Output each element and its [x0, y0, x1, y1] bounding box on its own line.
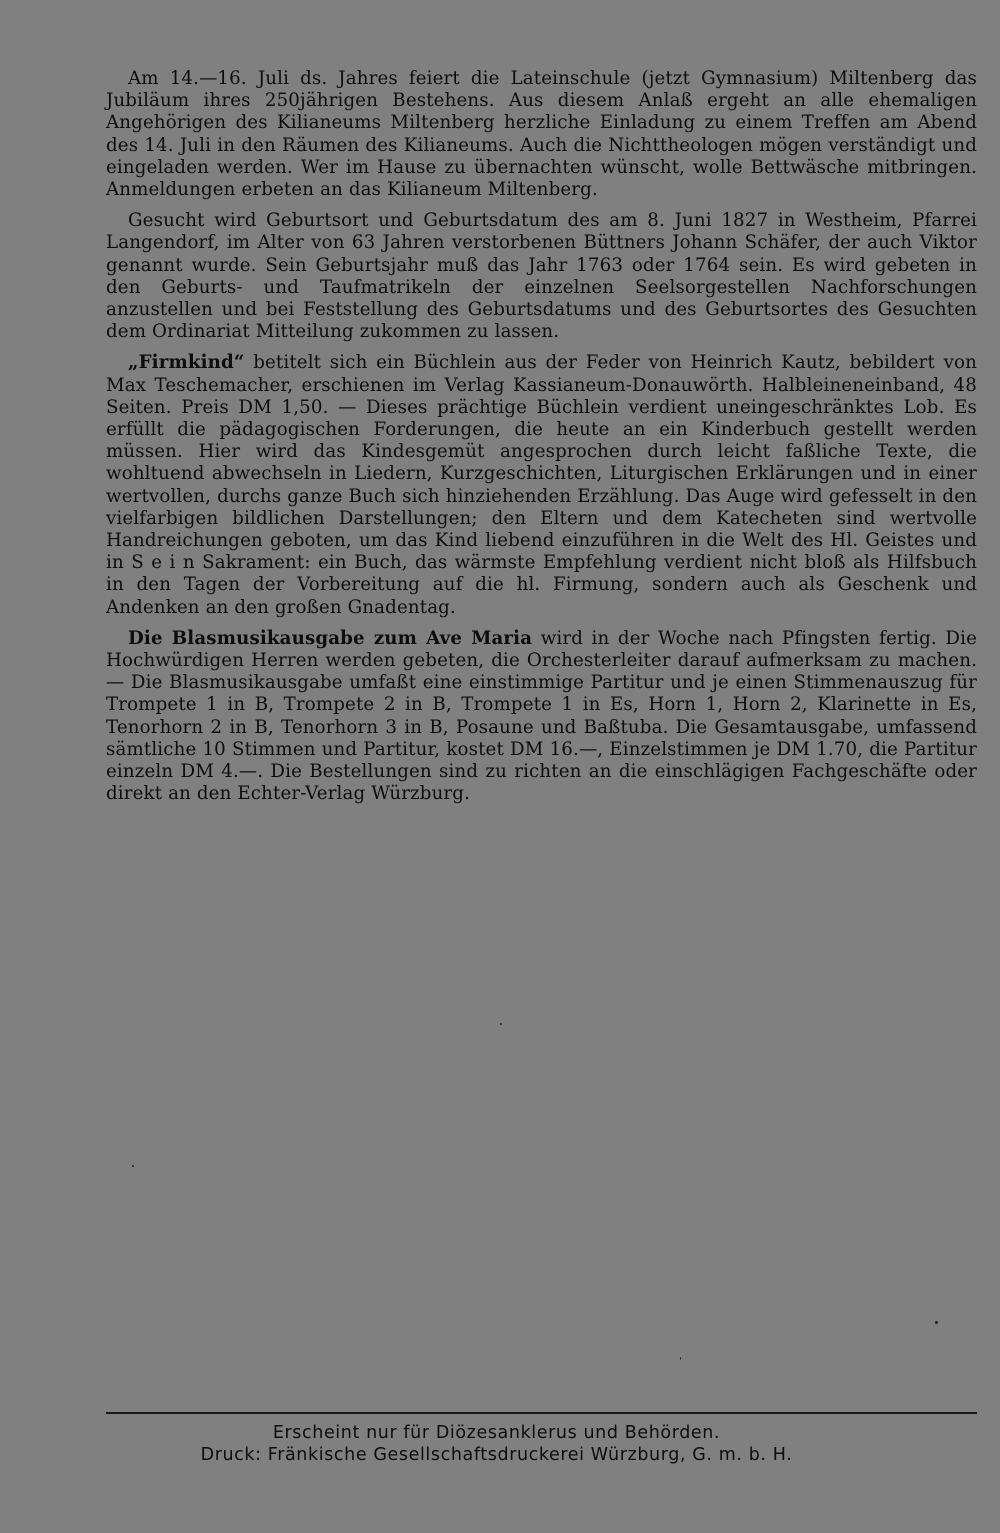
- notice-paragraph-search: [106, 210, 977, 343]
- notice-paragraph-firmkind: [106, 352, 977, 618]
- notice-paragraph-jubilee: [106, 68, 977, 201]
- footer-distribution-note: Erscheint nur für Diözesanklerus und Behörden.: [272, 1423, 721, 1443]
- notice-paragraph-blasmusik: [106, 628, 977, 806]
- scan-speck: [132, 1165, 134, 1167]
- footer: [106, 1422, 977, 1466]
- paragraph-lead: Die Blasmusikausgabe zum Ave Maria: [128, 627, 533, 649]
- article-body: [106, 68, 977, 815]
- paragraph-text: betitelt sich ein Büchlein aus der Feder von Heinrich Kautz, bebildert von Max Teschemacher, erschienen im Verlag Kassianeum-Donauwörth. Halbleineneinband, 48 Seiten. Preis DM 1,50. — Dieses prächtige Büchlein verdient uneingeschränktes Lob. Es erfüllt die pädagogischen Forderungen, die heute an ein Kinderbuch gestellt werden müssen. Hier wird das Kindesgemüt angesprochen durch leicht faßliche Texte, die wohltuend abwechseln in Liedern, Kurzgeschichten, Liturgischen Erklärungen und in einer wertvollen, durchs ganze Buch sich hinziehenden Erzählung. Das Auge wird gefesselt in den vielfarbigen bildlichen Darstellungen; den Eltern und dem Katecheten sind wertvolle Handreichungen geboten, um das Kind liebend einzuführen in die Welt des Hl. Geistes und in S e i n Sakrament: ein Buch, das wärmste Empfehlung verdient nicht bloß als Hilfsbuch in den Tagen der Vorbereitung auf die hl. Firmung, sondern auch als Geschenk und Andenken an den großen Gnadentag.: [106, 352, 977, 618]
- paragraph-text: Am 14.—16. Juli ds. Jahres feiert die Lateinschule (jetzt Gymnasium) Miltenberg das Jubiläum ihres 250jährigen Bestehens. Aus diesem Anlaß ergeht an alle ehemaligen Angehörigen des Kilianeums Miltenberg herzliche Einladung zu einem Treffen am Abend des 14. Juli in den Räumen des Kilianeums. Auch die Nichttheologen mögen verständigt und eingeladen werden. Wer im Hause zu übernachten wünscht, wolle Bettwäsche mitbringen. Anmeldungen erbeten an das Kilianeum Miltenberg.: [106, 68, 977, 201]
- paragraph-lead: „Firmkind“: [128, 352, 245, 374]
- footer-divider: [106, 1412, 977, 1414]
- footer-printer-note: Druck: Fränkische Gesellschaftsdruckerei Würzburg, G. m. b. H.: [200, 1445, 793, 1465]
- scan-speck: [680, 1357, 681, 1360]
- scan-speck: [500, 1023, 502, 1025]
- scan-speck: [935, 1321, 938, 1324]
- paragraph-text: Gesucht wird Geburtsort und Geburtsdatum des am 8. Juni 1827 in Westheim, Pfarrei Langendorf, im Alter von 63 Jahren verstorbenen Büttners Johann Schäfer, der auch Viktor genannt wurde. Sein Geburtsjahr muß das Jahr 1763 oder 1764 sein. Es wird gebeten in den Geburts- und Taufmatrikeln der einzelnen Seelsorgestellen Nachforschungen anzustellen und bei Feststellung des Geburtsdatums und des Geburtsortes des Gesuchten dem Ordinariat Mitteilung zukommen zu lassen.: [106, 210, 977, 343]
- paragraph-text: wird in der Woche nach Pfingsten fertig. Die Hochwürdigen Herren werden gebeten, die Orchesterleiter darauf aufmerksam zu machen. — Die Blasmusikausgabe umfaßt eine einstimmige Partitur und je einen Stimmenauszug für Trompete 1 in B, Trompete 2 in B, Trompete 1 in Es, Horn 1, Horn 2, Klarinette in Es, Tenorhorn 2 in B, Tenorhorn 3 in B, Posaune und Baßtuba. Die Gesamtausgabe, umfassend sämtliche 10 Stimmen und Partitur, kostet DM 16.—, Einzelstimmen je DM 1.70, die Partitur einzeln DM 4.—. Die Bestellungen sind zu richten an die einschlägigen Fachgeschäfte oder direkt an den Echter-Verlag Würzburg.: [106, 627, 977, 805]
